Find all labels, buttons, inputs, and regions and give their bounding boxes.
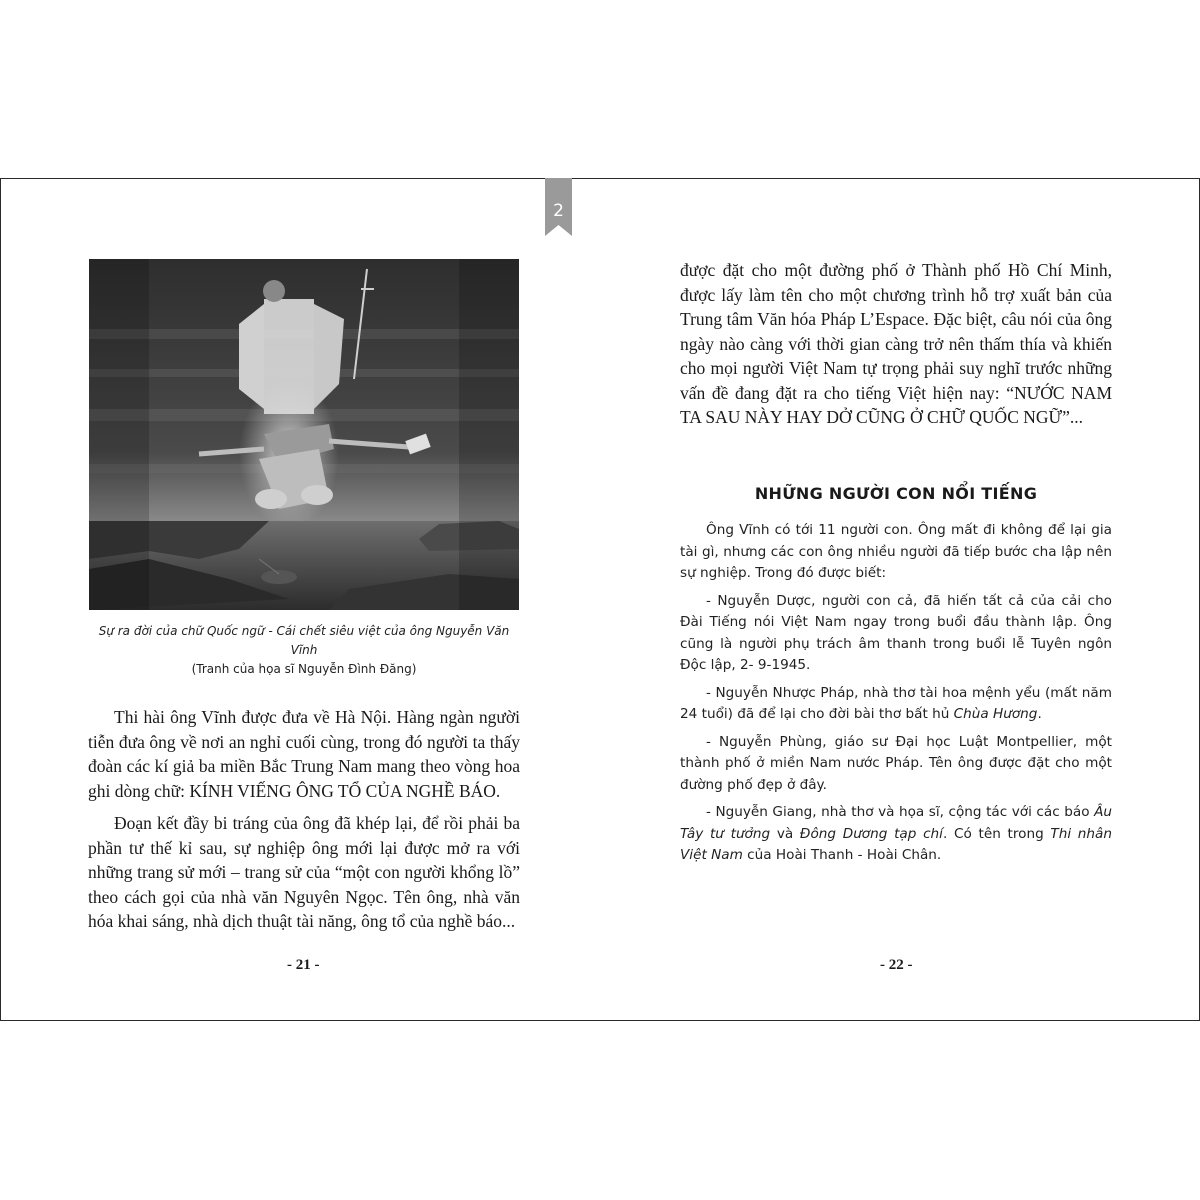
illustration-caption — [89, 622, 519, 679]
page-number-right: - 22 - — [880, 957, 913, 973]
list-item — [680, 683, 1112, 726]
list-item: - Nguyễn Phùng, giáo sư Đại học Luật Montpellier, một thành phố ở miền Nam nước Pháp. Tên ông được đặt cho một đường phố đẹp ở đây. — [680, 733, 1112, 793]
right-page-body — [680, 520, 1112, 873]
journal-title: Âu Tây tư tưởng — [680, 804, 1112, 842]
painting-image — [89, 259, 519, 610]
section-heading: NHỮNG NGƯỜI CON NỔI TIẾNG — [754, 484, 1038, 503]
item-text: . Có tên trong — [942, 825, 1051, 842]
item-text-end: . — [1037, 706, 1042, 722]
chapter-number: 2 — [553, 201, 564, 221]
item-text: - Nguyễn Giang, nhà thơ và họa sĩ, cộng tác với các báo — [706, 804, 1095, 820]
chapter-bookmark — [545, 178, 572, 236]
item-text: của Hoài Thanh - Hoài Chân. — [742, 847, 942, 863]
page-number-left: - 21 - — [287, 957, 320, 973]
journal-title: Đông Dương tạp chí — [799, 825, 943, 842]
right-top-paragraph: được đặt cho một đường phố ở Thành phố Hồ Chí Minh, được lấy làm tên cho một chương trình hỗ trợ xuất bản của Trung tâm Văn hóa Pháp L’Espace. Đặc biệt, câu nói của ông ngày nào càng với thời gian càng trở nên thấm thía và khiến cho mọi người Việt Nam tự trọng phải suy nghĩ trước những vấn đề đang đặt ra cho tiếng Việt hiện nay: “NƯỚC NAM TA SAU NÀY HAY DỞ CŨNG Ở CHỮ QUỐC NGỮ”... — [680, 260, 1112, 427]
caption-credit: (Tranh của họa sĩ Nguyễn Đình Đăng) — [191, 662, 417, 676]
poem-title: Chùa Hương — [953, 706, 1038, 722]
book-title: Thi nhân Việt Nam — [680, 825, 1112, 863]
caption-title: Sự ra đời của chữ Quốc ngữ - Cái chết siêu việt của ông Nguyễn Văn Vĩnh — [98, 624, 510, 657]
list-item — [680, 802, 1112, 867]
left-paragraph: Đoạn kết đầy bi tráng của ông đã khép lại, để rồi phải ba phần tư thế kỉ sau, sự nghiệp ông mới lại được mở ra với những trang sử mới – trang sử của “một con người khổng lồ” theo cách gọi của nhà văn Nguyên Ngọc. Tên ông, nhà văn hóa khai sáng, nhà dịch thuật tài năng, ông tổ của nghề báo... — [88, 813, 520, 931]
left-page-body — [88, 705, 520, 942]
intro-paragraph: Ông Vĩnh có tới 11 người con. Ông mất đi không để lại gia tài gì, nhưng các con ông nhiều người đã tiếp bước cha lập nên sự nghiệp. Trong đó được biết: — [680, 522, 1112, 581]
left-paragraph: Thi hài ông Vĩnh được đưa về Hà Nội. Hàng ngàn người tiễn đưa ông về nơi an nghỉ cuối cùng, trong đó người ta thấy đoàn các kí giả ba miền Bắc Trung Nam mang theo vòng hoa ghi dòng chữ: KÍNH VIẾNG ÔNG TỔ CỦA NGHỀ BÁO. — [88, 707, 520, 801]
right-page-continuation — [680, 258, 1112, 430]
item-text: - Nguyễn Nhược Pháp, nhà thơ tài hoa mệnh yểu (mất năm 24 tuổi) đã để lại cho đời bài thơ bất hủ — [680, 684, 1112, 722]
item-text: và — [770, 825, 800, 842]
painting-illustration — [89, 259, 519, 610]
list-item: - Nguyễn Dược, người con cả, đã hiến tất cả của cải cho Đài Tiếng nói Việt Nam ngay trong buổi đầu thành lập. Ông cũng là người phụ trách âm thanh trong buổi lễ Tuyên ngôn Độc lập, 2- 9-1945. — [680, 592, 1112, 673]
